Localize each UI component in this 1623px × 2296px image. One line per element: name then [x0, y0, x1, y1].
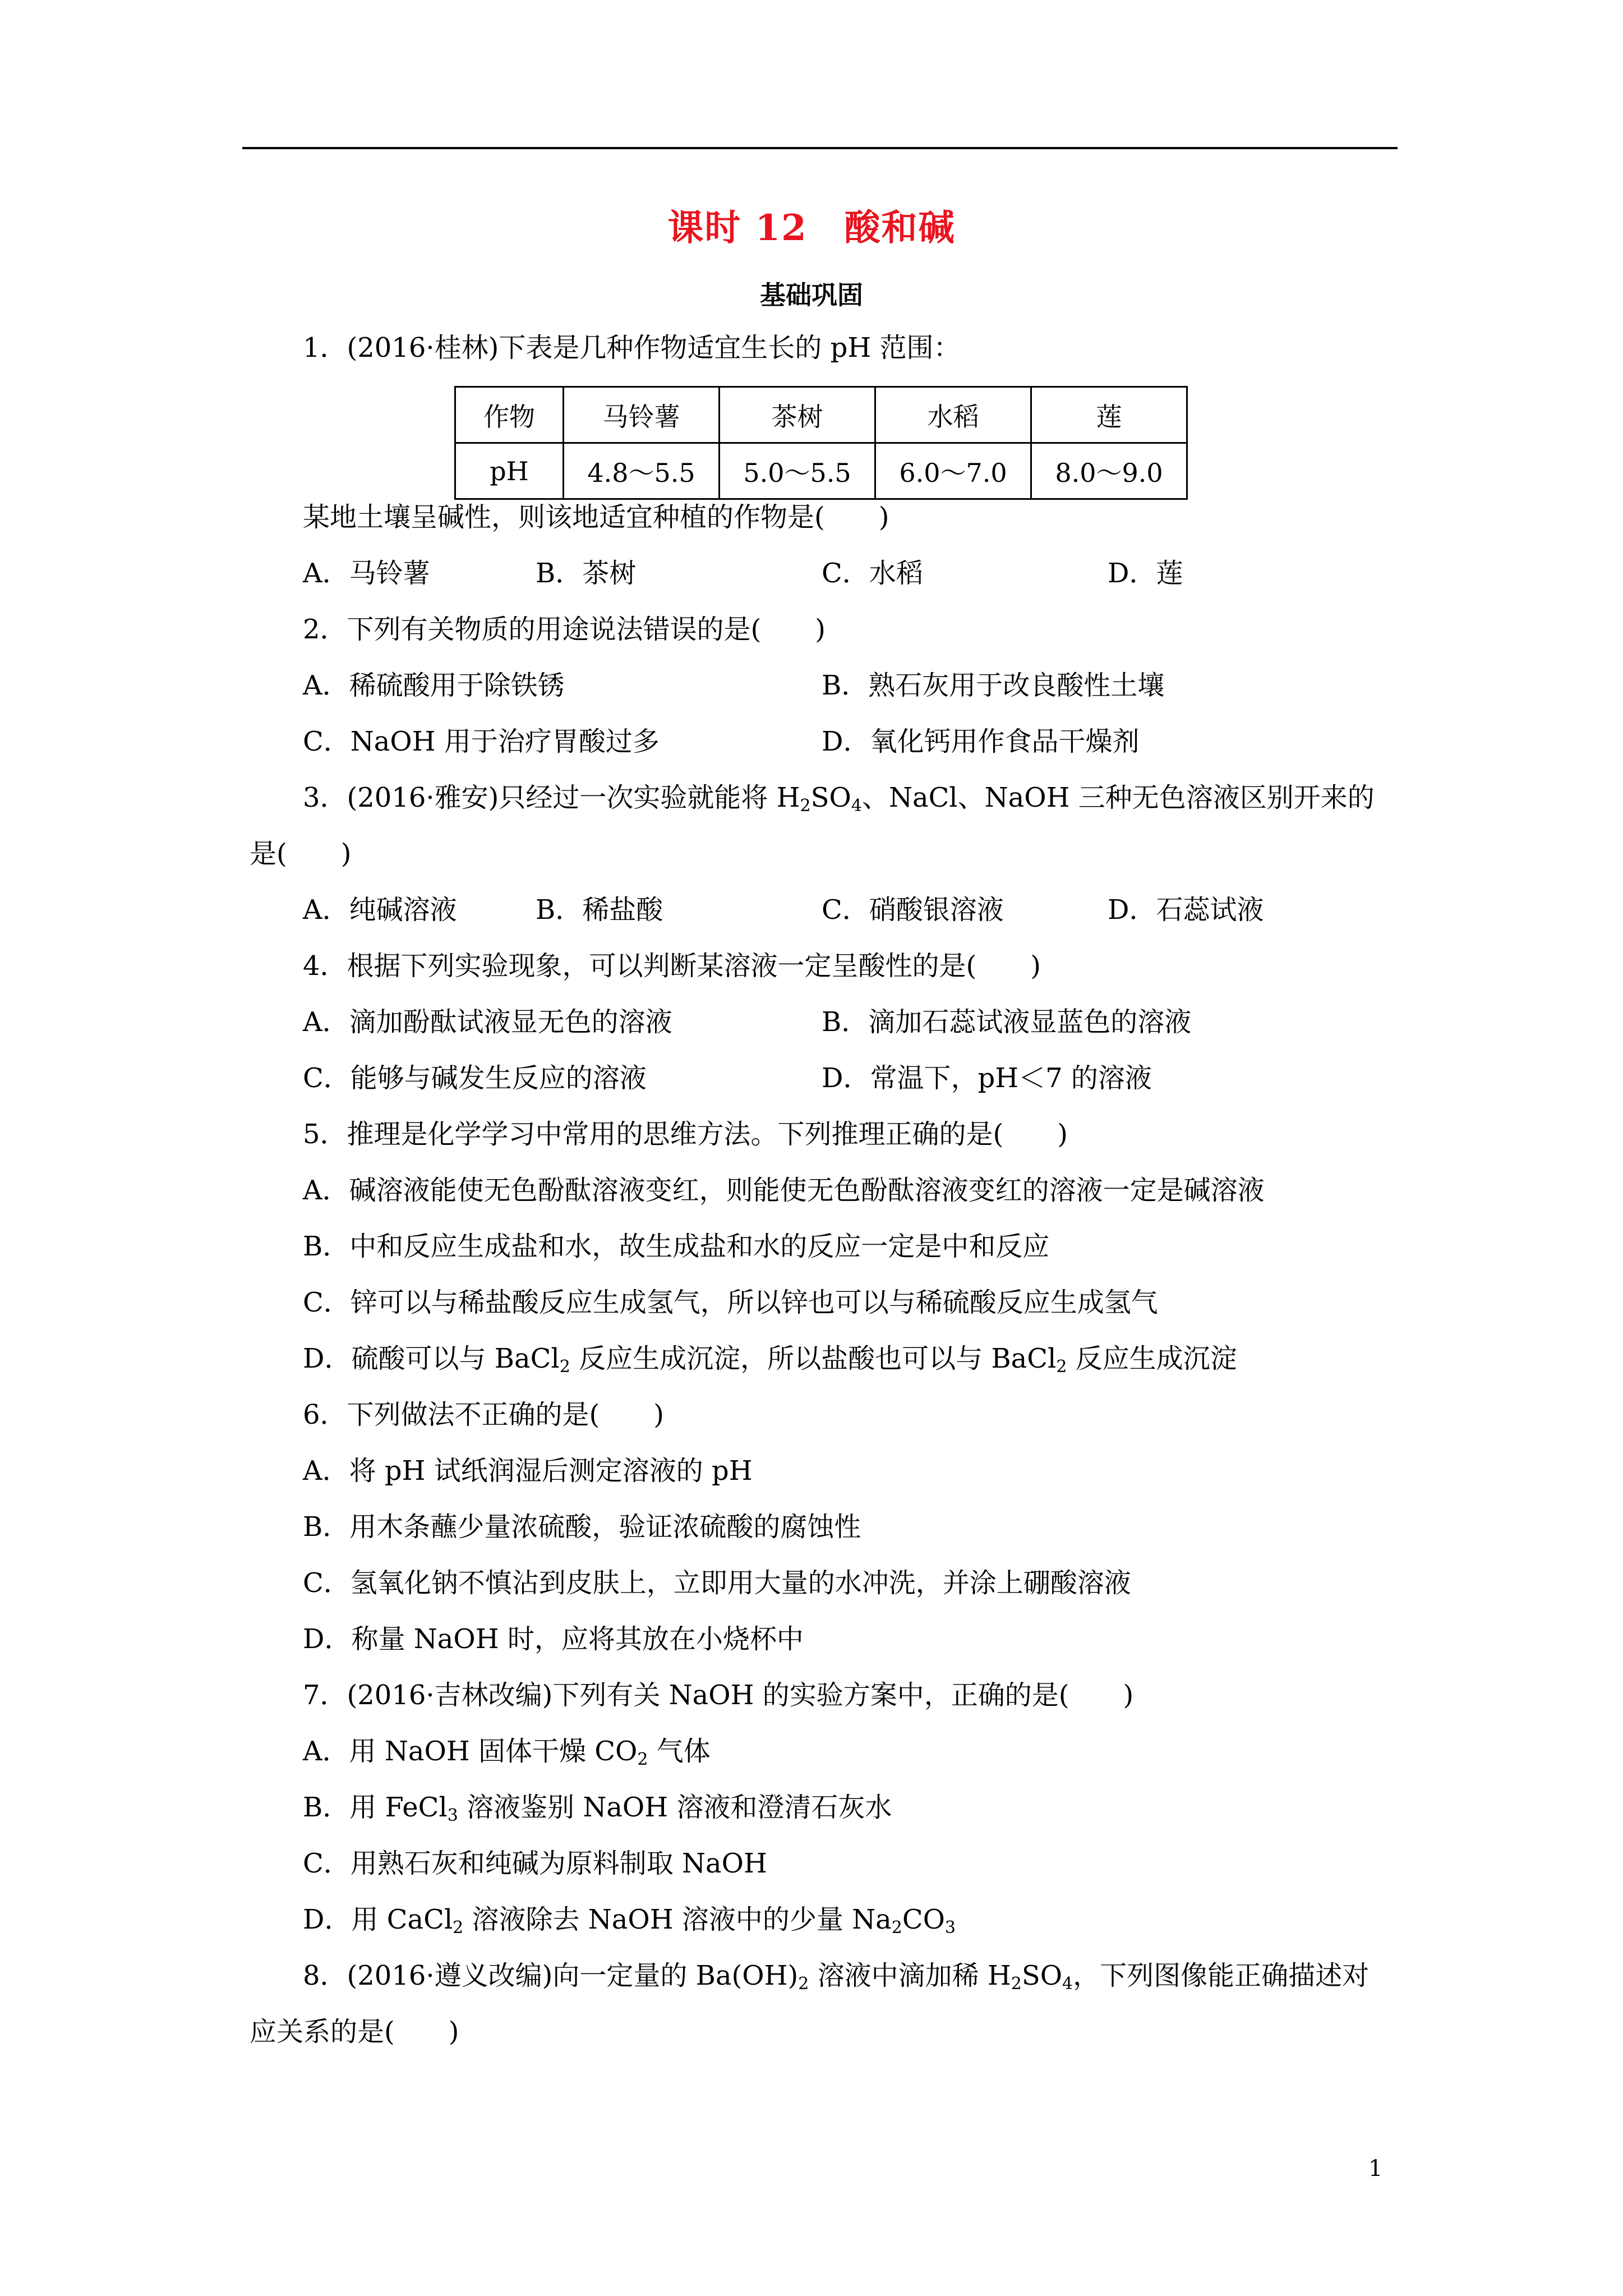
table-cell: pH	[455, 443, 564, 499]
lesson-title: 课时 12 酸和碱	[667, 207, 956, 249]
q7-option-d: D．用 CaCl$_2$ 溶液除去 NaOH 溶液中的少量 $Na_2CO_3$	[303, 1904, 956, 1938]
q3-stem-continued: 是( )	[250, 838, 352, 869]
table-cell: 马铃薯	[564, 387, 720, 443]
table-row	[455, 387, 1187, 443]
table-cell: 6.0～7.0	[875, 443, 1031, 499]
q3-option-b: B．稀盐酸	[536, 894, 663, 926]
page-number: 1	[1368, 2156, 1383, 2182]
q6-option-c: C．氢氧化钠不慎沾到皮肤上，立即用大量的水冲洗，并涂上硼酸溶液	[303, 1567, 1131, 1599]
crop-ph-table	[454, 386, 1188, 500]
q1-option-b: B．茶树	[536, 558, 637, 589]
q7-option-a: A．用 NaOH 固体干燥 $CO_2$ 气体	[303, 1736, 711, 1769]
q3-stem: 3．(2016·雅安)只经过一次实验就能将 $H_2SO_4$、NaCl、NaOH 三种无色溶液区别开来的	[303, 782, 1375, 816]
q4-option-d: D．常温下，pH＜7 的溶液	[822, 1062, 1152, 1094]
q2-option-a: A．稀硫酸用于除铁锈	[303, 670, 565, 701]
table-cell: 4.8～5.5	[564, 443, 720, 499]
q5-option-a: A．碱溶液能使无色酚酞溶液变红，则能使无色酚酞溶液变红的溶液一定是碱溶液	[303, 1175, 1265, 1206]
q6-option-b: B．用木条蘸少量浓硫酸，验证浓硫酸的腐蚀性	[303, 1511, 861, 1543]
q8-stem: 8．(2016·遵义改编)向一定量的 $Ba(OH)_2$ 溶液中滴加稀 $H_2SO_4$，下列图像能正确描述对	[303, 1960, 1370, 1994]
q2-option-c: C．NaOH 用于治疗胃酸过多	[303, 726, 660, 757]
q6-option-d: D．称量 NaOH 时，应将其放在小烧杯中	[303, 1623, 804, 1655]
table-cell: 5.0～5.5	[720, 443, 875, 499]
q1-option-c: C．水稻	[822, 558, 923, 589]
table-cell: 8.0～9.0	[1031, 443, 1187, 499]
q7-option-b: B．用 FeCl$_3$ 溶液鉴别 NaOH 溶液和澄清石灰水	[303, 1792, 892, 1825]
table-row	[455, 443, 1187, 499]
section-subtitle: 基础巩固	[760, 280, 863, 310]
q5-option-d: D．硫酸可以与 BaCl$_2$ 反应生成沉淀，所以盐酸也可以与 BaCl$_2$ 反应生成沉淀	[303, 1343, 1237, 1377]
q7-option-c: C．用熟石灰和纯碱为原料制取 NaOH	[303, 1848, 767, 1879]
q6-stem: 6．下列做法不正确的是( )	[303, 1399, 664, 1430]
q5-option-b: B．中和反应生成盐和水，故生成盐和水的反应一定是中和反应	[303, 1231, 1050, 1262]
table-cell: 莲	[1031, 387, 1187, 443]
q8-stem-continued: 应关系的是( )	[250, 2016, 459, 2047]
q4-option-a: A．滴加酚酞试液显无色的溶液	[303, 1006, 672, 1038]
table-cell: 作物	[455, 387, 564, 443]
q1-option-d: D．莲	[1108, 558, 1183, 589]
q7-stem: 7．(2016·吉林改编)下列有关 NaOH 的实验方案中，正确的是( )	[303, 1680, 1134, 1711]
q2-option-b: B．熟石灰用于改良酸性土壤	[822, 670, 1165, 701]
header-rule	[242, 147, 1398, 149]
q5-option-c: C．锌可以与稀盐酸反应生成氢气，所以锌也可以与稀硫酸反应生成氢气	[303, 1287, 1158, 1318]
table-cell: 茶树	[720, 387, 875, 443]
q1-question: 某地土壤呈碱性，则该地适宜种植的作物是( )	[303, 501, 889, 533]
q2-stem: 2．下列有关物质的用途说法错误的是( )	[303, 614, 826, 645]
q1-stem: 1．(2016·桂林)下表是几种作物适宜生长的 pH 范围：	[303, 332, 961, 364]
q4-option-b: B．滴加石蕊试液显蓝色的溶液	[822, 1006, 1192, 1038]
q3-option-a: A．纯碱溶液	[303, 894, 457, 926]
q6-option-a: A．将 pH 试纸润湿后测定溶液的 pH	[303, 1455, 753, 1487]
q4-option-c: C．能够与碱发生反应的溶液	[303, 1062, 647, 1094]
q3-option-c: C．硝酸银溶液	[822, 894, 1004, 926]
q4-stem: 4．根据下列实验现象，可以判断某溶液一定呈酸性的是( )	[303, 950, 1041, 982]
q5-stem: 5．推理是化学学习中常用的思维方法。下列推理正确的是( )	[303, 1119, 1068, 1150]
q3-option-d: D．石蕊试液	[1108, 894, 1264, 926]
q1-option-a: A．马铃薯	[303, 558, 430, 589]
q2-option-d: D．氧化钙用作食品干燥剂	[822, 726, 1140, 757]
table-cell: 水稻	[875, 387, 1031, 443]
